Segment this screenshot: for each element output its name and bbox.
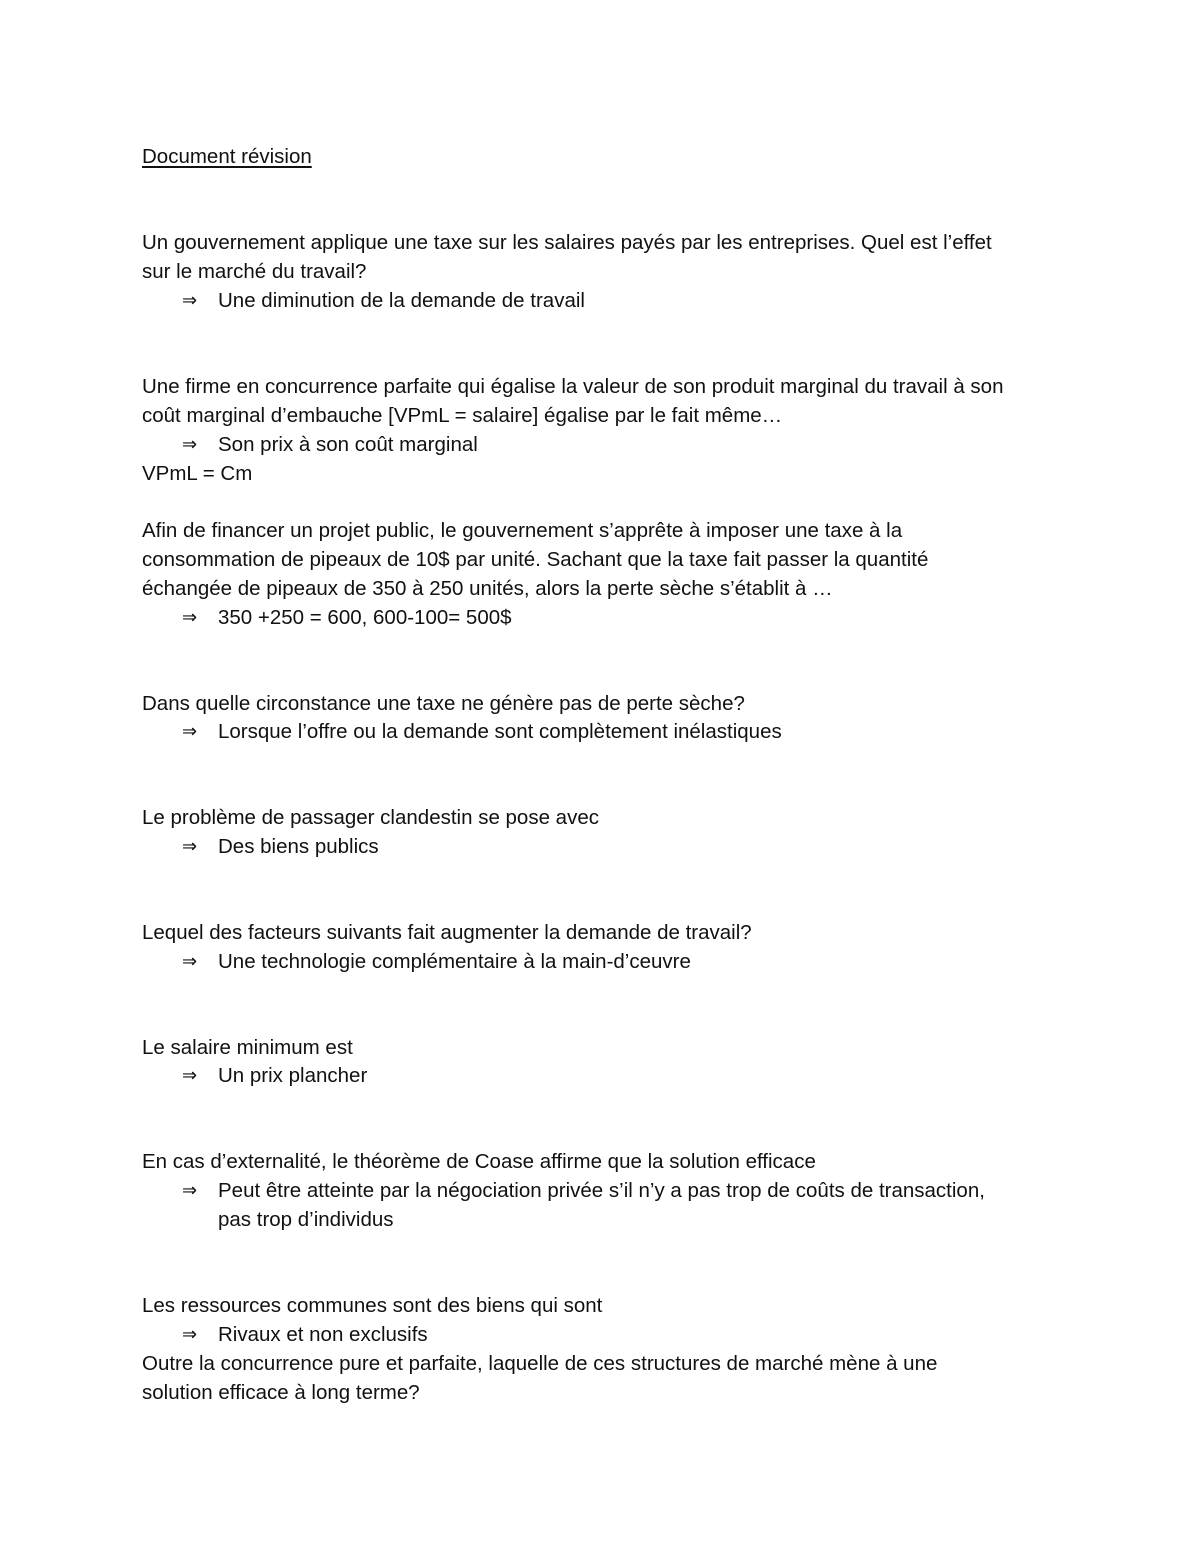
question-9: Les ressources communes sont des biens qui sont — [142, 1294, 603, 1317]
arrow-icon: ⇒ — [182, 1180, 198, 1200]
arrow-icon: ⇒ — [182, 290, 198, 310]
question-4: Dans quelle circonstance une taxe ne génère pas de perte sèche? — [142, 692, 745, 715]
note-2: VPmL = Cm — [142, 462, 253, 485]
answer-8-line-1: Peut être atteinte par la négociation privée s’il n’y a pas trop de coûts de transaction, — [218, 1179, 985, 1202]
question-7: Le salaire minimum est — [142, 1036, 353, 1059]
question-2-line-1: Une firme en concurrence parfaite qui égalise la valeur de son produit marginal du travail à son — [142, 375, 1004, 398]
arrow-icon: ⇒ — [182, 1324, 198, 1344]
answer-1: Une diminution de la demande de travail — [218, 289, 585, 312]
arrow-icon: ⇒ — [182, 1065, 198, 1085]
answer-8-line-2: pas trop d’individus — [218, 1208, 394, 1231]
question-1-line-1: Un gouvernement applique une taxe sur les salaires payés par les entreprises. Quel est l’effet — [142, 231, 992, 254]
question-3-line-1: Afin de financer un projet public, le gouvernement s’apprête à imposer une taxe à la — [142, 519, 903, 542]
answer-2: Son prix à son coût marginal — [218, 433, 478, 456]
arrow-icon: ⇒ — [182, 836, 198, 856]
question-3-line-3: échangée de pipeaux de 350 à 250 unités, alors la perte sèche s’établit à … — [142, 577, 833, 600]
arrow-icon: ⇒ — [182, 951, 198, 971]
question-10-line-2: solution efficace à long terme? — [142, 1381, 420, 1404]
question-8: En cas d’externalité, le théorème de Coase affirme que la solution efficace — [142, 1150, 816, 1173]
question-2-line-2: coût marginal d’embauche [VPmL = salaire] égalise par le fait même… — [142, 404, 783, 427]
question-3-line-2: consommation de pipeaux de 10$ par unité. Sachant que la taxe fait passer la quantité — [142, 548, 929, 571]
answer-5: Des biens publics — [218, 835, 379, 858]
question-10-line-1: Outre la concurrence pure et parfaite, laquelle de ces structures de marché mène à une — [142, 1352, 938, 1375]
question-6: Lequel des facteurs suivants fait augmenter la demande de travail? — [142, 921, 752, 944]
answer-9: Rivaux et non exclusifs — [218, 1323, 428, 1346]
arrow-icon: ⇒ — [182, 434, 198, 454]
document-title: Document révision — [142, 145, 312, 168]
answer-3: 350 +250 = 600, 600-100= 500$ — [218, 606, 512, 629]
answer-6: Une technologie complémentaire à la main-d’ceuvre — [218, 950, 691, 973]
question-1-line-2: sur le marché du travail? — [142, 260, 367, 283]
arrow-icon: ⇒ — [182, 607, 198, 627]
answer-4: Lorsque l’offre ou la demande sont complètement inélastiques — [218, 720, 782, 743]
question-5: Le problème de passager clandestin se pose avec — [142, 806, 599, 829]
arrow-icon: ⇒ — [182, 721, 198, 741]
answer-7: Un prix plancher — [218, 1064, 368, 1087]
